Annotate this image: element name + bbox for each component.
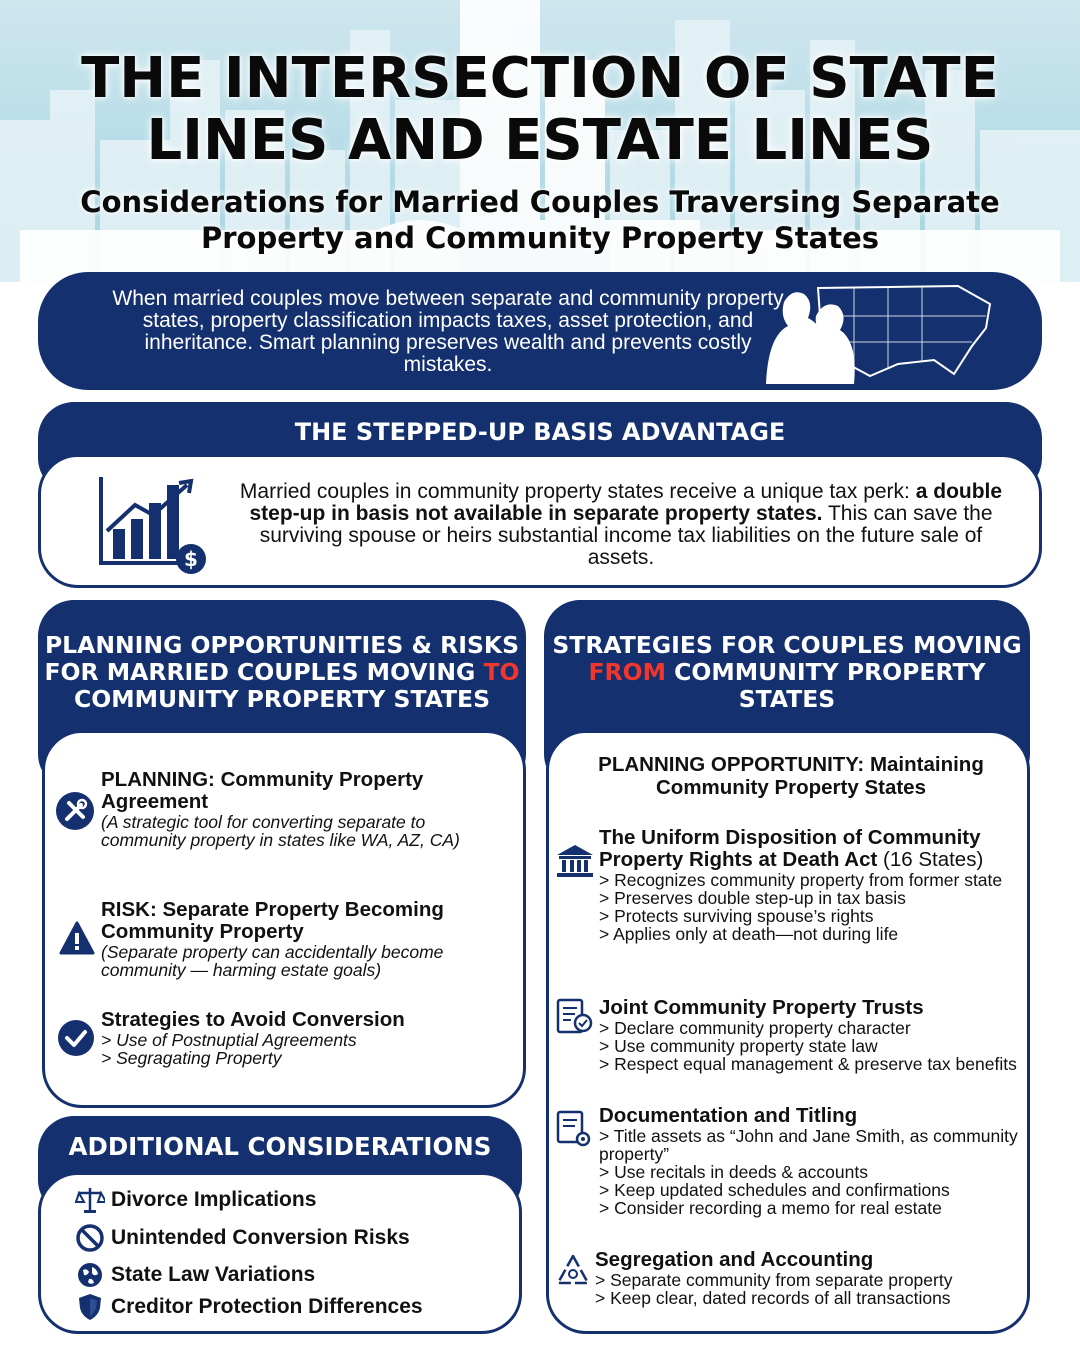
additional-item-divorce <box>75 1185 316 1215</box>
intro-banner <box>38 272 1042 390</box>
stepped-up-text-bold: a double step-up in basis not available in separate property states. <box>249 480 1003 525</box>
left-item-strategies-line-2: > Segragating Property <box>101 1048 282 1068</box>
document-seal-icon <box>555 997 593 1037</box>
left-item-agreement-title: PLANNING: Community Property Agreement <box>101 768 424 813</box>
right-heading-highlight: FROM <box>588 658 666 686</box>
subtitle-line-2: Property and Community Property States <box>200 221 880 255</box>
additional-item-state-law-label: State Law Variations <box>111 1263 316 1286</box>
left-heading-part1: PLANNING OPPORTUNITIES & RISKS FOR MARRIED COUPLES MOVING <box>44 631 520 686</box>
documentation-line-1: > Title assets as “John and Jane Smith, as community property” <box>599 1126 1018 1164</box>
left-heading-highlight: TO <box>483 658 520 686</box>
svg-text:$: $ <box>184 547 198 571</box>
trusts-line-2: > Use community property state law <box>599 1036 878 1056</box>
left-item-agreement-desc: (A strategic tool for converting separate to community property in states like WA, AZ, CA) <box>101 812 460 850</box>
uniform-act-title-text: The Uniform Disposition of Community Property Rights at Death Act <box>599 826 981 871</box>
additional-item-conversion-label: Unintended Conversion Risks <box>111 1226 410 1249</box>
additional-item-state-law <box>75 1260 315 1290</box>
documentation-line-3: > Keep updated schedules and confirmations <box>599 1180 950 1200</box>
documentation-line-2: > Use recitals in deeds & accounts <box>599 1162 868 1182</box>
uniform-act-line-2: > Preserves double step-up in tax basis <box>599 888 906 908</box>
uniform-act-title-suffix: (16 States) <box>877 848 984 871</box>
stepped-up-text-end: This can save the surviving spouse or heirs substantial income tax liabilities on the future sale of assets. <box>259 502 993 569</box>
main-title <box>0 48 1080 172</box>
recycle-icon <box>553 1253 593 1289</box>
check-circle-icon <box>57 1019 95 1057</box>
left-item-risk-desc: (Separate property can accidentally become community — harming estate goals) <box>101 942 444 980</box>
couple-map-icon <box>758 276 998 386</box>
documentation-line-4: > Consider recording a memo for real estate <box>599 1198 942 1218</box>
right-heading-part1: STRATEGIES FOR COUPLES MOVING <box>552 631 1022 659</box>
uniform-act-line-3: > Protects surviving spouse’s rights <box>599 906 874 926</box>
additional-item-divorce-label: Divorce Implications <box>111 1188 317 1211</box>
stepped-up-card <box>38 454 1042 588</box>
right-item-documentation-title: Documentation and Titling <box>599 1104 858 1127</box>
right-item-trusts-title: Joint Community Property Trusts <box>599 996 924 1019</box>
additional-heading: ADDITIONAL CONSIDERATIONS <box>68 1132 492 1161</box>
intro-text: When married couples move between separate and community property states, property classification impacts taxes, asset protection, and inheritance. Smart planning preserves wealth and prevents costly mistakes. <box>112 287 784 376</box>
document-gear-icon <box>555 1109 593 1149</box>
right-heading-part2: COMMUNITY PROPERTY STATES <box>665 658 986 713</box>
scales-icon <box>75 1185 105 1215</box>
tools-icon <box>55 791 95 831</box>
right-item-trusts <box>599 997 1023 1073</box>
segregation-line-2: > Keep clear, dated records of all transactions <box>595 1288 951 1308</box>
shield-icon <box>75 1292 105 1322</box>
growth-chart-icon <box>91 471 211 581</box>
subtitle-line-1: Considerations for Married Couples Traversing Separate <box>80 185 1000 219</box>
uniform-act-line-4: > Applies only at death—not during life <box>599 924 899 944</box>
prohibited-icon <box>75 1223 105 1253</box>
stepped-up-text-start: Married couples in community property states receive a unique tax perk: <box>239 480 916 503</box>
subtitle <box>20 184 1060 256</box>
left-item-strategies-title: Strategies to Avoid Conversion <box>101 1008 405 1031</box>
warning-icon <box>59 921 95 955</box>
left-column-heading <box>38 632 526 713</box>
uniform-act-line-1: > Recognizes community property from former state <box>599 870 1003 890</box>
left-item-risk <box>101 899 517 979</box>
left-item-strategies-line-1: > Use of Postnuptial Agreements <box>101 1030 357 1050</box>
left-item-risk-title: RISK: Separate Property Becoming Community Property <box>101 898 444 943</box>
right-item-segregation <box>595 1249 1023 1307</box>
additional-card <box>38 1172 522 1334</box>
stepped-up-heading: THE STEPPED-UP BASIS ADVANTAGE <box>294 418 786 446</box>
left-item-agreement <box>101 769 511 849</box>
title-line-2: LINES AND ESTATE LINES <box>146 108 934 173</box>
courthouse-icon <box>555 843 595 879</box>
stepped-up-text <box>231 481 1011 569</box>
right-item-uniform-act-title <box>599 827 1023 871</box>
header-banner <box>0 0 1080 282</box>
right-column-heading <box>544 632 1030 713</box>
trusts-line-3: > Respect equal management & preserve tax benefits <box>599 1054 1017 1074</box>
right-column-title: PLANNING OPPORTUNITY: Maintaining Community Property States <box>598 753 984 799</box>
trusts-line-1: > Declare community property character <box>599 1018 911 1038</box>
globe-icon <box>75 1260 105 1290</box>
additional-item-conversion <box>75 1223 410 1253</box>
title-line-1: THE INTERSECTION OF STATE <box>81 46 999 111</box>
left-item-strategies <box>101 1009 511 1067</box>
left-column-card <box>42 730 526 1108</box>
additional-item-creditor-label: Creditor Protection Differences <box>111 1295 423 1318</box>
left-heading-part2: COMMUNITY PROPERTY STATES <box>73 685 491 713</box>
segregation-line-1: > Separate community from separate property <box>595 1270 953 1290</box>
right-column-card <box>546 730 1030 1334</box>
additional-item-creditor <box>75 1292 423 1322</box>
right-item-documentation <box>599 1105 1023 1217</box>
right-item-uniform-act <box>599 827 1023 943</box>
right-item-segregation-title: Segregation and Accounting <box>595 1248 874 1271</box>
